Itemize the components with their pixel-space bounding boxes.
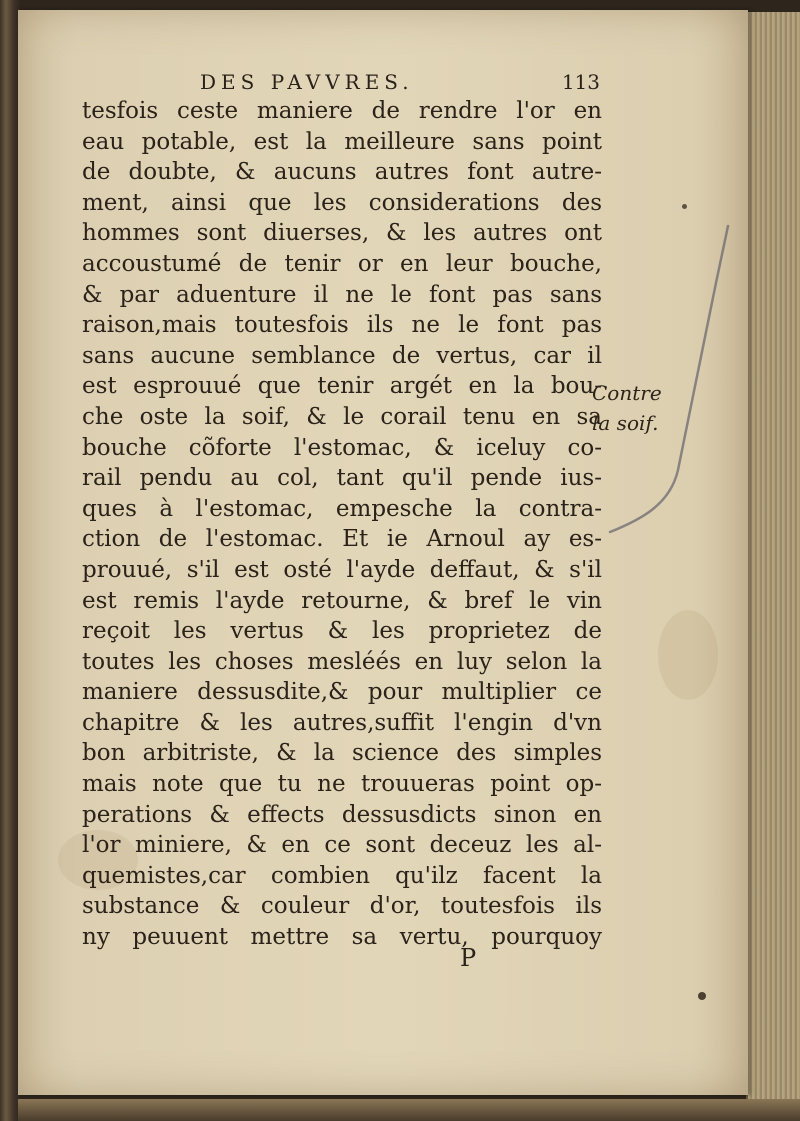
pencil-mark <box>600 220 740 540</box>
text-line: eau potable, est la meilleure sans point <box>82 128 602 155</box>
text-line: prouué, s'il est osté l'ayde deffaut, & s'il <box>82 556 602 583</box>
text-line: mais note que tu ne trouueras point op- <box>82 771 602 798</box>
text-line: ny peuuent mettre sa vertu, pourquoy <box>82 924 602 951</box>
text-line: bouche cõforte l'estomac, & iceluy co- <box>82 434 602 461</box>
text-line: ment, ainsi que les considerations des <box>82 189 602 216</box>
body-text <box>82 96 602 953</box>
text-line: & par aduenture il ne le font pas sans <box>82 281 602 308</box>
text-line: bon arbitriste, & la science des simples <box>82 740 602 767</box>
text-line: che oste la soif, & le corail tenu en sa <box>82 403 602 430</box>
text-line: substance & couleur d'or, toutesfois ils <box>82 893 602 920</box>
page-stack-edges <box>746 12 800 1102</box>
text-line: l'or miniere, & en ce sont deceuz les al- <box>82 832 602 859</box>
text-line: chapitre & les autres,suffit l'engin d'vn <box>82 709 602 736</box>
marginal-note-line: la soif. <box>592 411 659 435</box>
text-line: accoustumé de tenir or en leur bouche, <box>82 250 602 277</box>
text-line: est remis l'ayde retourne, & bref le vin <box>82 587 602 614</box>
text-line: quemistes,car combien qu'ilz facent la <box>82 862 602 889</box>
book-bottom-edge <box>18 1099 800 1121</box>
text-line: maniere dessusdite,& pour multiplier ce <box>82 679 602 706</box>
text-line: sans aucune semblance de vertus, car il <box>82 342 602 369</box>
text-line: reçoit les vertus & les proprietez de <box>82 618 602 645</box>
text-line: ques à l'estomac, empesche la contra- <box>82 495 602 522</box>
text-line: de doubte, & aucuns autres font autre- <box>82 159 602 186</box>
text-line: rail pendu au col, tant qu'il pende ius- <box>82 465 602 492</box>
text-line: toutes les choses mesléés en luy selon la <box>82 648 602 675</box>
text-line: ction de l'estomac. Et ie Arnoul ay es- <box>82 526 602 553</box>
text-line: raison,mais toutesfois ils ne le font pas <box>82 312 602 339</box>
running-head: DES PAVVRES. <box>200 70 414 94</box>
marginal-note-line: Contre <box>592 381 662 405</box>
text-line: tesfois ceste maniere de rendre l'or en <box>82 98 602 124</box>
text-line: hommes sont diuerses, & les autres ont <box>82 220 602 247</box>
signature-mark: P <box>460 944 477 972</box>
page-number: 113 <box>561 70 600 94</box>
text-line: perations & effects dessusdicts sinon en <box>82 801 602 828</box>
text-line: est esprouué que tenir argét en la bou- <box>82 373 602 400</box>
